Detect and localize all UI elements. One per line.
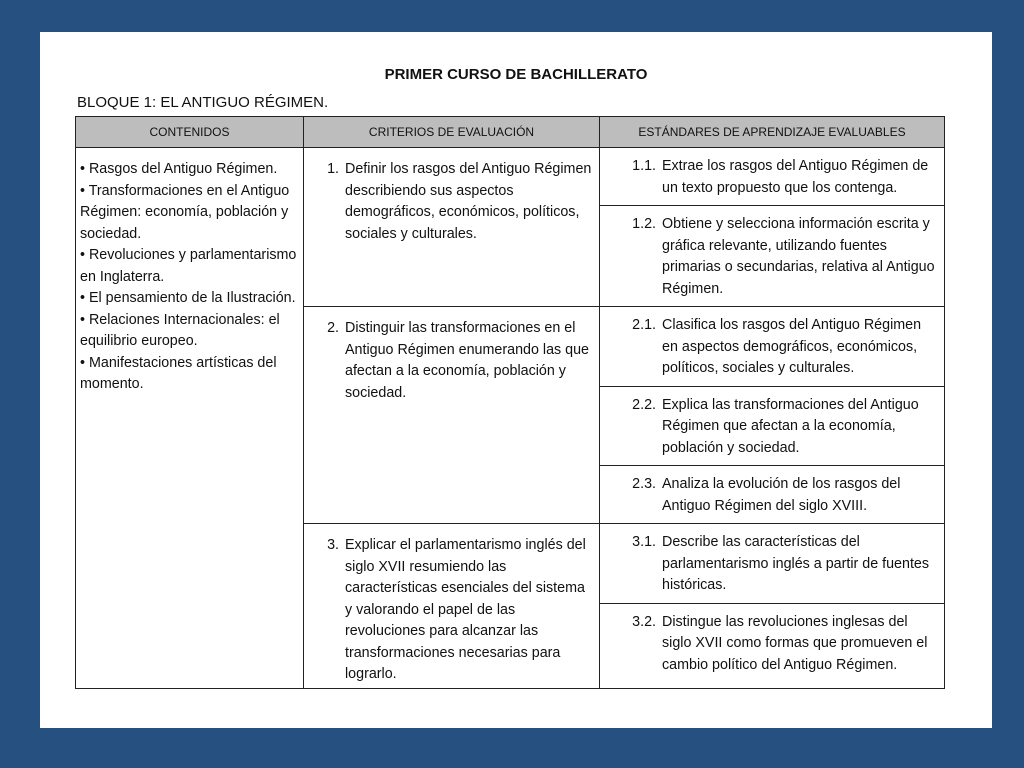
estandar-cell	[600, 603, 945, 688]
estandar-cell	[600, 307, 945, 387]
estandar-text: Describe las características del parlamentarismo inglés a partir de fuentes históricas.	[662, 534, 930, 593]
document-title: PRIMER CURSO DE BACHILLERATO	[384, 66, 648, 83]
estandar-number: 3.2.	[632, 613, 656, 630]
header-contenidos: CONTENIDOS	[76, 117, 304, 148]
criterio-number: 3.	[327, 537, 339, 553]
contenido-item: • Rasgos del Antiguo Régimen.	[80, 161, 278, 177]
criterio-text: Definir los rasgos del Antiguo Régimen describiendo sus aspectos demográficos, económicos, políticos, sociales y culturales.	[345, 161, 592, 242]
criterio-cell	[304, 148, 600, 307]
curriculum-table	[75, 116, 945, 689]
criterio-number: 1.	[327, 161, 339, 177]
header-criterios: CRITERIOS DE EVALUACIÓN	[304, 117, 600, 148]
criterio-cell	[304, 307, 600, 524]
table-header-row	[76, 117, 945, 148]
estandar-number: 1.1.	[632, 158, 656, 174]
contenido-item: • Revoluciones y parlamentarismo en Inglaterra.	[80, 247, 297, 285]
criterio-number: 2.	[327, 320, 339, 336]
criterio-text: Explicar el parlamentarismo inglés del siglo XVII resumiendo las características esenciales del sistema y valorando el papel de las revoluciones para alcanzar las transformaciones necesarias para lograrlo.	[345, 537, 586, 682]
estandar-number: 2.3.	[632, 476, 656, 492]
contenidos-cell	[76, 148, 304, 689]
contenido-item: • Relaciones Internacionales: el equilibrio europeo.	[80, 311, 280, 349]
bloque-heading: BLOQUE 1: EL ANTIGUO RÉGIMEN.	[77, 94, 329, 111]
estandar-text: Extrae los rasgos del Antiguo Régimen de un texto propuesto que los contenga.	[662, 158, 929, 196]
estandar-cell	[600, 148, 945, 206]
estandar-text: Obtiene y selecciona información escrita y gráfica relevante, utilizando fuentes primarias o secundarias, relativa al Antiguo Régimen.	[662, 216, 935, 297]
estandar-text: Clasifica los rasgos del Antiguo Régimen en aspectos demográficos, económicos, políticos, sociales y culturales.	[662, 317, 922, 376]
estandar-text: Analiza la evolución de los rasgos del Antiguo Régimen del siglo XVIII.	[662, 476, 901, 514]
slide	[40, 32, 992, 728]
contenido-item: • El pensamiento de la Ilustración.	[80, 290, 296, 306]
contenido-item: • Transformaciones en el Antiguo Régimen: economía, población y sociedad.	[80, 182, 290, 242]
estandar-cell	[600, 466, 945, 524]
estandar-cell	[600, 524, 945, 604]
criterio-cell	[304, 524, 600, 689]
header-estandares: ESTÁNDARES DE APRENDIZAJE EVALUABLES	[600, 117, 945, 148]
estandar-number: 1.2.	[632, 216, 656, 232]
estandar-cell	[600, 206, 945, 307]
criterio-text: Distinguir las transformaciones en el Antiguo Régimen enumerando las que afectan a la economía, población y sociedad.	[345, 320, 590, 401]
contenido-item: • Manifestaciones artísticas del momento.	[80, 354, 277, 392]
estandar-number: 2.1.	[632, 317, 656, 333]
estandar-cell	[600, 386, 945, 466]
estandar-text: Explica las transformaciones del Antiguo Régimen que afectan a la economía, población y sociedad.	[662, 396, 919, 456]
estandar-number: 3.1.	[632, 534, 656, 550]
estandar-text: Distingue las revoluciones inglesas del siglo XVII como formas que promueven el cambio político del Antiguo Régimen.	[662, 613, 928, 673]
estandar-number: 2.2.	[632, 396, 656, 413]
table-row	[76, 148, 945, 206]
